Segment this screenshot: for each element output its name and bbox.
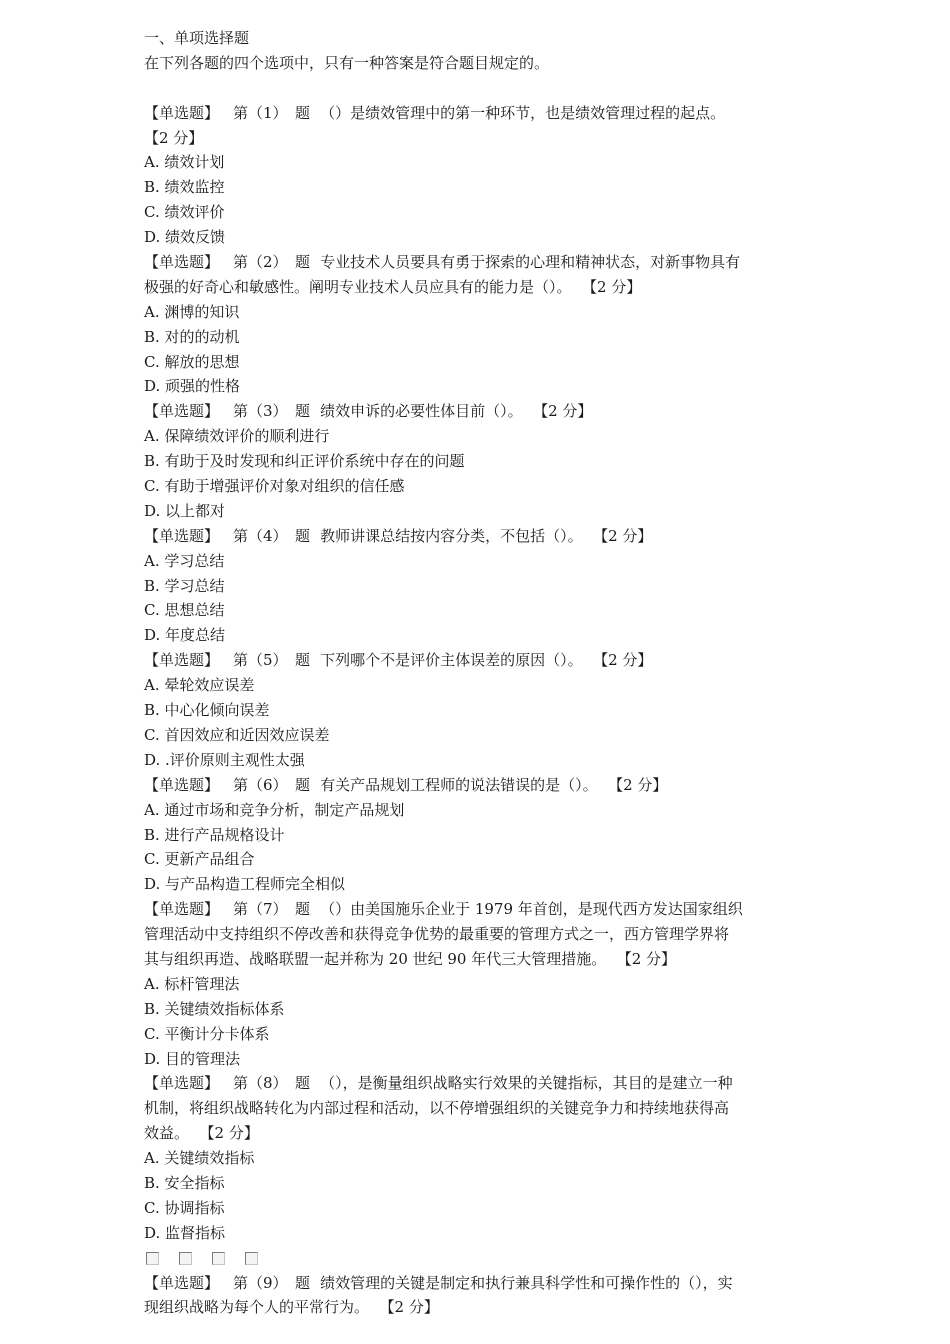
answer-option: D. 与产品构造工程师完全相似 [144,875,346,894]
question-text: （）由美国施乐企业于 1979 年首创，是现代西方发达国家组织 [320,900,743,919]
answer-option: A. 晕轮效应误差 [144,676,255,695]
question-score: 【2 分】 [144,128,204,147]
question-block [144,399,812,523]
question-number: 第（3） 题 [233,402,311,421]
answer-option: C. 首因效应和近因效应误差 [144,725,330,744]
question-stem-line [144,1096,812,1121]
question-number: 第（1） 题 [233,103,311,122]
question-stem-line [144,773,812,798]
question-type-tag: 【单选题】 [144,253,220,272]
question-text: 下列哪个不是评价主体误差的原因（）。 [320,651,583,670]
question-text: 机制，将组织战略转化为内部过程和活动，以不停增强组织的关键竞争力和持续地获得高 [144,1099,730,1118]
question-number: 第（2） 题 [233,253,311,272]
question-stem-line [144,1121,812,1146]
question-text: 管理活动中支持组织不停改善和获得竞争优势的最重要的管理方式之一，西方管理学界将 [144,925,730,944]
question-type-tag: 【单选题】 [144,900,220,919]
question-list [144,101,812,1321]
section-title: 一、单项选择题 [144,29,250,47]
question-stem-line [144,524,812,549]
question-type-tag: 【单选题】 [144,651,220,670]
question-stem-line [144,1271,812,1296]
section-instruction: 在下列各题的四个选项中，只有一种答案是符合题目规定的。 [144,53,550,72]
question-text: 其与组织再造、战略联盟一起并称为 20 世纪 90 年代三大管理措施。 [144,949,607,968]
question-stem-line [144,399,812,424]
answer-checkbox[interactable] [179,1252,192,1265]
answer-option: D. 目的管理法 [144,1049,241,1068]
question-number: 第（7） 题 [233,900,311,919]
question-block [144,101,812,250]
question-type-tag: 【单选题】 [144,103,220,122]
answer-option: C. 有助于增强评价对象对组织的信任感 [144,477,405,496]
question-stem-line [144,648,812,673]
question-score: 【2 分】 [615,775,668,794]
question-block [144,773,812,897]
blank-line [144,76,812,101]
answer-option: A. 通过市场和竞争分析，制定产品规划 [144,800,405,819]
question-type-tag: 【单选题】 [144,402,220,421]
question-number: 第（4） 题 [233,526,311,545]
question-type-tag: 【单选题】 [144,526,220,545]
question-number: 第（9） 题 [233,1273,311,1292]
question-block [144,1271,812,1321]
answer-option: A. 绩效计划 [144,153,225,172]
question-type-tag: 【单选题】 [144,775,220,794]
question-text: （），是衡量组织战略实行效果的关键指标，其目的是建立一种 [320,1074,733,1093]
answer-option: C. 更新产品组合 [144,850,255,869]
question-block [144,1071,812,1270]
answer-option: C. 解放的思想 [144,352,240,371]
question-stem-line [144,126,812,151]
answer-option: B. 关键绩效指标体系 [144,999,285,1018]
answer-option: C. 协调指标 [144,1198,225,1217]
question-stem-line [144,897,812,922]
question-stem-line [144,922,812,947]
answer-checkbox[interactable] [212,1252,225,1265]
answer-option: C. 思想总结 [144,601,225,620]
question-block [144,250,812,399]
question-score: 【2 分】 [600,651,653,670]
document-page [144,26,812,1320]
answer-option: B. 有助于及时发现和纠正评价系统中存在的问题 [144,452,465,471]
question-score: 【2 分】 [624,949,677,968]
question-score: 【2 分】 [600,526,653,545]
answer-option: B. 安全指标 [144,1173,225,1192]
question-text: 有关产品规划工程师的说法错误的是（）。 [320,775,598,794]
answer-option: A. 关键绩效指标 [144,1149,255,1168]
question-text: 专业技术人员要具有勇于探索的心理和精神状态，对新事物具有 [320,253,741,272]
answer-option: D. 顽强的性格 [144,377,241,396]
answer-option: B. 绩效监控 [144,178,225,197]
question-text: 效益。 [144,1124,190,1143]
answer-option: B. 对的的动机 [144,327,240,346]
question-text: 绩效申诉的必要性体目前（）。 [320,402,523,421]
answer-option: B. 进行产品规格设计 [144,825,285,844]
question-block [144,524,812,648]
answer-option: D. 绩效反馈 [144,228,226,247]
question-text: 绩效管理的关键是制定和执行兼具科学性和可操作性的（），实 [320,1273,733,1292]
question-stem-line [144,101,812,126]
answer-option: B. 学习总结 [144,576,225,595]
answer-option: A. 学习总结 [144,551,225,570]
question-score: 【2 分】 [540,402,593,421]
answer-option: C. 绩效评价 [144,203,225,222]
question-text: （）是绩效管理中的第一种环节，也是绩效管理过程的起点。 [320,103,726,122]
question-block [144,897,812,1071]
question-score: 【2 分】 [207,1124,259,1143]
answer-option: D. 年度总结 [144,626,226,645]
answer-option: D. .评价原则主观性太强 [144,750,305,769]
answer-option: D. 监督指标 [144,1223,226,1242]
question-stem-line [144,1295,812,1320]
question-score: 【2 分】 [589,277,642,296]
answer-option: A. 保障绩效评价的顺利进行 [144,427,330,446]
question-type-tag: 【单选题】 [144,1074,220,1093]
question-block [144,648,812,772]
answer-option: C. 平衡计分卡体系 [144,1024,270,1043]
question-stem-line [144,947,812,972]
question-stem-line [144,250,812,275]
question-text: 教师讲课总结按内容分类，不包括（）。 [320,526,583,545]
answer-option: A. 标杆管理法 [144,974,240,993]
question-number: 第（5） 题 [233,651,311,670]
question-score: 【2 分】 [387,1298,439,1317]
answer-option: B. 中心化倾向误差 [144,701,270,720]
question-stem-line [144,275,812,300]
question-number: 第（6） 题 [233,775,311,794]
answer-option: D. 以上都对 [144,501,226,520]
answer-option: A. 渊博的知识 [144,302,240,321]
question-type-tag: 【单选题】 [144,1273,220,1292]
question-text: 现组织战略为每个人的平常行为。 [144,1298,370,1317]
answer-checkbox-row [144,1246,812,1271]
question-text: 极强的好奇心和敏感性。阐明专业技术人员应具有的能力是（）。 [144,277,572,296]
answer-checkbox[interactable] [146,1252,159,1265]
question-stem-line [144,1071,812,1096]
answer-checkbox[interactable] [245,1252,258,1265]
question-number: 第（8） 题 [233,1074,311,1093]
